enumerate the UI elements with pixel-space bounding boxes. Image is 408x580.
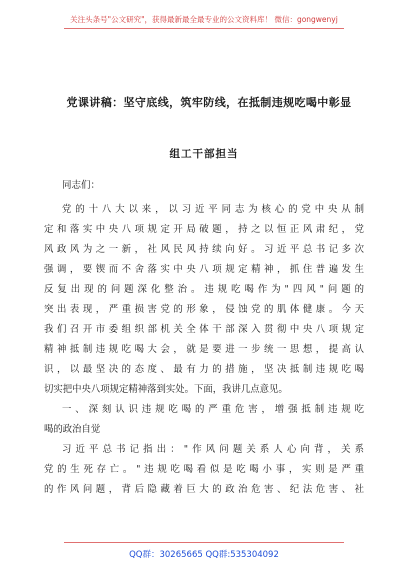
salutation: 同志们： xyxy=(62,180,101,191)
document-title: 党课讲稿：坚守底线，筑牢防线，在抵制违规吃喝中彰显 xyxy=(66,96,352,109)
text-line: 精神抵制违规吃喝大会，就是要进一步统一思想，提高认 xyxy=(44,344,364,355)
text-line: 突出表现，严重损害党的形象，侵蚀党的肌体健康。今天 xyxy=(44,304,364,315)
text-line: 党的生死存亡。"违规吃喝看似是吃喝小事，实则是严重 xyxy=(44,464,364,475)
document-subtitle: 组工干部担当 xyxy=(169,148,239,160)
text-line: 切实把中央八项规定精神落到实处。下面，我讲几点意见。 xyxy=(44,384,288,395)
text-line: 党的十八大以来，以习近平同志为核心的党中央从制 xyxy=(62,204,364,215)
header-divider xyxy=(64,28,344,29)
header-note: 关注头条号"公文研究"，获得最新最全最专业的公文资料库！ 微信：gongwenyj xyxy=(70,15,338,24)
text-line: 的作风问题，背后隐藏着巨大的政治危害、纪法危害、社 xyxy=(44,484,364,495)
text-line: 强调，要锲而不舍落实中央八项规定精神，抓住普遍发生 xyxy=(44,264,364,275)
text-line: 习近平总书记指出："作风问题关系人心向背，关系 xyxy=(62,444,364,455)
text-line: 识，以最坚决的态度、最有力的措施，坚决抵制违规吃喝 xyxy=(44,364,364,375)
text-line: 反复出现的问题深化整治。违规吃喝作为"四风"问题的 xyxy=(44,284,364,295)
text-line: 我们召开市委组织部机关全体干部深入贯彻中央八项规定 xyxy=(44,324,364,335)
section-heading-line: 一、深刻认识违规吃喝的严重危害，增强抵制违规吃 xyxy=(62,404,364,415)
text-line: 风政风为之一新，社风民风持续向好。习近平总书记多次 xyxy=(44,244,364,255)
section-heading-line: 喝的政治自觉 xyxy=(44,424,101,435)
document-body xyxy=(44,200,364,500)
footer-note: QQ群：30265665 QQ群:535304092 xyxy=(129,550,279,560)
text-line: 定和落实中央八项规定开局破题，持之以恒正风肃纪，党 xyxy=(44,224,364,235)
footer-divider xyxy=(64,542,344,543)
